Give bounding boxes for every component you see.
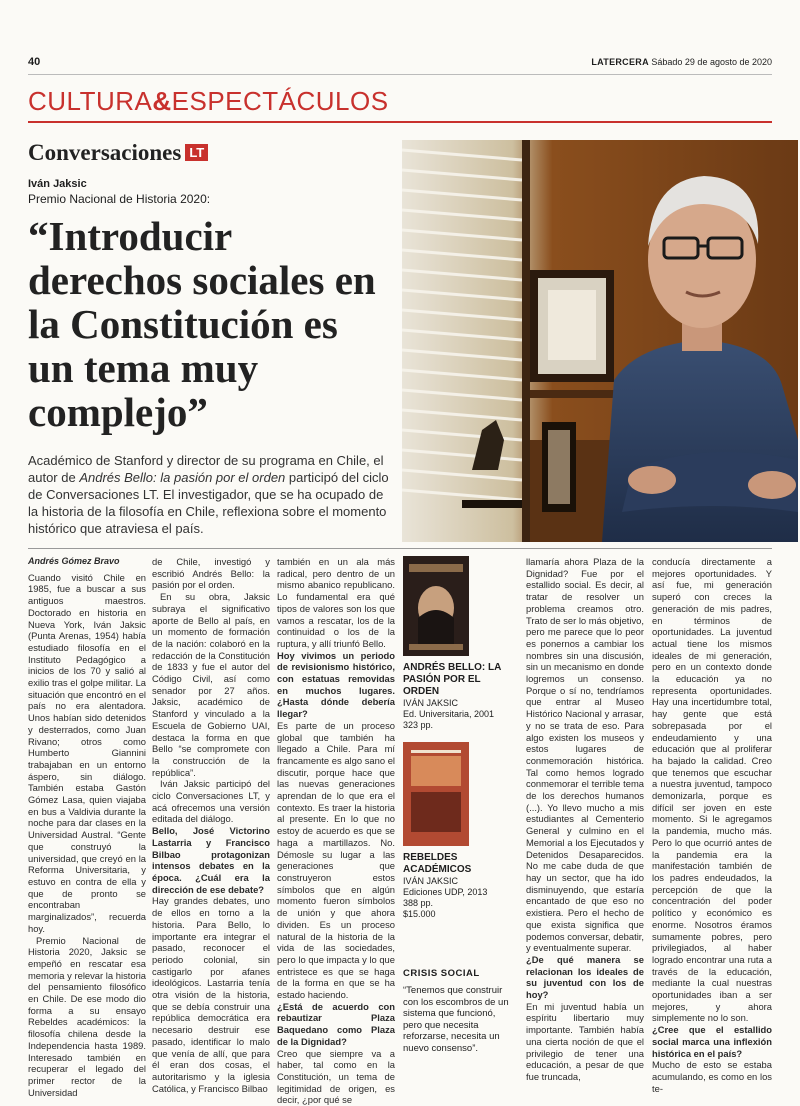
book-cover-image xyxy=(403,742,469,846)
header-divider xyxy=(28,74,772,75)
book-info-1 xyxy=(403,662,515,731)
book-publisher: Ediciones UDP, 2013 xyxy=(403,887,488,897)
book-author: IVÁN JAKSIC xyxy=(403,876,459,886)
paragraph: Iván Jaksic participó del ciclo Conversaciones LT, y acá ofrecemos una versión editada del diálogo. xyxy=(152,778,270,825)
paragraph: Creo que siempre va a haber, tal como en la Constitución, un tema de legitimidad de origen, es decir, ¿por qué se xyxy=(277,1047,395,1106)
body-divider xyxy=(28,548,772,549)
issue-date xyxy=(591,57,772,67)
pull-quote-heading: CRISIS SOCIAL xyxy=(403,968,480,979)
pull-quote-text: “Tenemos que construir con los escombros de un sistema que funcionó, pero que necesita reforzarse, necesita un nuevo consenso”. xyxy=(403,985,509,1054)
paragraph: En su obra, Jaksic subraya el significativo aporte de Bello al país, en un momento de formación de la nación: colaboró en la redacción de la Constitución de 1833 y fue el autor del Código Civil, así como senador por 27 años. Jaksic, académico de Stanford y vinculado a la Escuela de Gobierno UAI, destaca la forma en que Bello “se compromete con la construcción de la república”. xyxy=(152,591,270,778)
book-pages: 323 pp. xyxy=(403,720,434,730)
portrait-illustration xyxy=(402,140,798,542)
book-title: ANDRÉS BELLO: LA PASIÓN POR EL ORDEN xyxy=(403,662,501,697)
lede-book-title: Andrés Bello: la pasión por el orden xyxy=(79,470,286,485)
series-title xyxy=(28,140,208,166)
byline: Andrés Gómez Bravo xyxy=(28,556,120,566)
section-ampersand: & xyxy=(152,86,172,116)
page-header xyxy=(28,56,774,74)
book-price: $15.000 xyxy=(403,909,436,919)
paragraph: Mucho de esto se estaba acumulando, es como en los te- xyxy=(652,1059,772,1094)
book-author: IVÁN JAKSIC xyxy=(403,698,459,708)
section-divider xyxy=(28,121,772,123)
question: Hoy vivimos un periodo de revisionismo histórico, con estatuas removidas en muchos lugares. ¿Hasta dónde debería llegar? xyxy=(277,649,395,720)
headline: “Introducir derechos sociales en la Constitución es un tema muy complejo” xyxy=(28,213,376,435)
question: ¿Cree que el estallido social marca una inflexión histórica en el país? xyxy=(652,1024,772,1059)
article-column-6 xyxy=(652,556,772,1094)
interviewee-role: Premio Nacional de Historia 2020: xyxy=(28,192,211,206)
newspaper-brand: LATERCERA xyxy=(591,57,649,67)
book-info-2 xyxy=(403,852,515,920)
series-name: Conversaciones xyxy=(28,140,182,165)
section-title xyxy=(28,86,389,117)
paragraph: Es parte de un proceso global que también ha llegado a Chile. Para mí francamente es algo sano el discutir, porque hace que las nuevas generaciones aprendan de lo que era el contexto. Es traer la historia al presente. En lo que no estoy de acuerdo es que se haga a martillazos. No. Démosle su lugar a las generaciones que construyeron estos símbolos que en algún momento fueron símbolos de unión y que ahora dividen. Es un proceso natural de la historia de la vida de las sociedades, pero lo que impacta y lo que entristece es que se haga de la forma en que se ha estado haciendo. xyxy=(277,719,395,1001)
question: ¿Está de acuerdo con rebautizar Plaza Baquedano como Plaza de la Dignidad? xyxy=(277,1000,395,1047)
book-publisher: Ed. Universitaria, 2001 xyxy=(403,709,495,719)
article-column-5 xyxy=(526,556,644,1083)
paragraph: también en un ala más radical, pero dentro de un mismo abanico republicano. Lo fundamental era qué tipos de valores son los que vamos a rescatar, los de la continuidad o los de la ruptura, y allí triunfó Bello. xyxy=(277,556,395,649)
paragraph: Cuando visitó Chile en 1985, fue a buscar a sus antiguos maestros. Doctorado en historia en Nueva York, Iván Jaksic (Punta Arenas, 1954) había estudiado filosofía en el Instituto Pedagógico a inicios de los 70 y salió al exilio tras el golpe militar. La situación que encontró en el país no era alentadora. Unos habían sido detenidos y desterrados, como Juan Rivano; otros como Humberto Giannini trabajaban en un entorno áspero, sin diálogo. También estaba Gastón Gómez Lasa, quien viajaba en bus a Valdivia durante la noche para dar clases en la Universidad Austral. “Gente que construyó la universidad, que creyó en la Reforma Universitaria, y estuvo en contra de ella y que de pronto se encontraban marginalizados”, recuerda hoy. xyxy=(28,571,146,934)
book-cover-rebeldes xyxy=(403,742,473,846)
lt-logo-badge: LT xyxy=(185,144,208,161)
lede-part2: participó del ciclo de Conversaciones LT. El investigador, que se ha ocupado de la historia de la filosofía en Chile, reflexiona sobre el momento histórico que atraviesa el país. xyxy=(28,470,389,536)
book-cover-andres-bello xyxy=(403,556,513,656)
date-text: Sábado 29 de agosto de 2020 xyxy=(651,57,772,67)
book-title: REBELDES ACADÉMICOS xyxy=(403,852,472,875)
paragraph: llamaría ahora Plaza de la Dignidad? Fue por el estallido social. Es decir, al tratar de resolver un problema creamos otro. Trato de ser lo más objetivo, pero me parece que lo peor es ponernos a cambiar los nombres sin una discusión, sin un mecanismo en donde logremos un consenso. Porque o sí no, tendríamos que entrar al Museo Histórico Nacional y arrasar, y no se trata de eso. Para algo existen los museos y estos lugares de conmemoración histórica. Tal como hemos logrado conmemorar el terrible tema de los derechos humanos (...). Yo llevo mucho a mis estudiantes al Cementerio General y culmino en el Memorial a los Ejecutados y Detenidos Desaparecidos. No me cabe duda de que hay un sector, que ha ido disminuyendo, que estaría encantado de que eso no existiera. Pero el hecho de que exista significa que podemos conversar, debatir, y eventualmente superar. xyxy=(526,556,644,954)
article-column-1 xyxy=(28,556,146,1098)
book-cover-image xyxy=(403,556,469,656)
book-pages: 388 pp. xyxy=(403,898,434,908)
paragraph: de Chile, investigó y escribió Andrés Bello: la pasión por el orden. xyxy=(152,556,270,591)
question: ¿De qué manera se relacionan los ideales de su juventud con los de hoy? xyxy=(526,953,644,1001)
paragraph: conducía directamente a mejores oportunidades. Y así fue, mi generación superó con creces la generación de mis padres, en términos de oportunidades. La juventud actual tiene los mismos ideales de mi generación, pero en un contexto donde la educación ya no representa oportunidades. Hay una incertidumbre total, hay gente que está sobrepasada por el endeudamiento y una educación que al proliferar ha bajado la calidad. Creo que tenemos que escuchar a nuestra juventud, tampoco demonizarla, porque es difícil ser joven en este momento. Si le agregamos la pandemia, mucho más. Pero lo que ocurrió antes de la pandemia era la manifestación también de los padres endeudados, la percepción de que la concentración del poder político y económico es enorme. Nosotros éramos sumamente pobres, pero privilegiados, al haber logrado encontrar una ruta a través de la educación, mediante la cual nuestras oportunidades iban a ser mejores, y ahora simplemente no lo son. xyxy=(652,556,772,1024)
question: Bello, José Victorino Lastarria y Francisco Bilbao protagonizan intensos debates en la época. ¿Cuál era la dirección de ese debate? xyxy=(152,825,270,895)
lede-part1: Académico de Stanford y director de su programa en Chile, el autor de xyxy=(28,453,384,485)
page-number: 40 xyxy=(28,56,41,68)
lede xyxy=(28,452,396,537)
paragraph: Premio Nacional de Historia 2020, Jaksic se empeñó en rescatar esa memoria y relevar la historia del pensamiento filosófico en Chile. De ese modo dio forma a su ensayo Rebeldes académicos: la filosofía chilena desde la Independencia hasta 1989. Interesado también en recuperar el legado del primer rector de la Universidad xyxy=(28,934,146,1098)
paragraph: En mi juventud había un espíritu libertario muy importante. También había una cierta noción de que el privilegio de tener una educación, a pesar de que fue truncada, xyxy=(526,1000,644,1082)
section-part2: ESPECTÁCULOS xyxy=(171,86,389,116)
article-column-2 xyxy=(152,556,270,1094)
section-part1: CULTURA xyxy=(28,86,153,116)
article-column-3 xyxy=(277,556,395,1106)
pull-quote xyxy=(403,968,515,1054)
portrait-photo xyxy=(402,140,798,542)
paragraph: Hay grandes debates, uno de ellos en torno a la historia. Para Bello, lo importante era integrar el pasado, reconocer el periodo colonial, sin castigarlo por afanes ideológicos. Lastarria tenía otra visión de la historia, que se debía construir una república democrática era necesario destruir ese pasado, identificar lo malo que venía de allí, que para él eran dos cosas, el autoritarismo y la iglesia Católica, y Francisco Bilbao xyxy=(152,895,270,1094)
interviewee-name: Iván Jaksic xyxy=(28,178,87,190)
